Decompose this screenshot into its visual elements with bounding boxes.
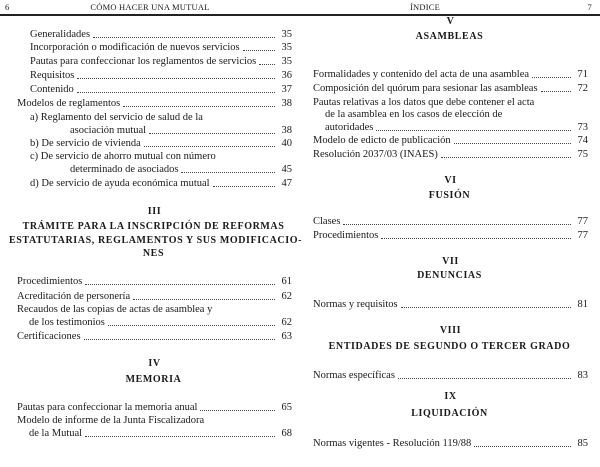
- dot-leader: [532, 77, 571, 78]
- index-entry[interactable]: [17, 331, 292, 343]
- dot-leader: [200, 410, 275, 411]
- page-number: 7: [587, 2, 592, 12]
- index-entry[interactable]: [313, 149, 588, 161]
- entry-title: Resolución 2037/03 (INAES): [313, 149, 438, 160]
- index-entry[interactable]: [313, 438, 588, 450]
- entry-page-number: 35: [281, 42, 292, 53]
- index-entry[interactable]: [29, 317, 292, 329]
- entry-title: Normas vigentes - Resolución 119/88: [313, 438, 472, 449]
- entry-title: Acreditación de personería: [17, 291, 131, 302]
- entry-page-number: 75: [577, 149, 588, 160]
- dot-leader: [243, 50, 275, 51]
- index-entry[interactable]: [17, 291, 292, 303]
- index-entry[interactable]: [325, 122, 588, 134]
- entry-title: Modelo de edicto de publicación: [313, 135, 451, 146]
- index-entry[interactable]: [30, 138, 292, 150]
- entry-title: d) De servicio de ayuda económica mutual: [30, 178, 210, 189]
- dot-leader: [181, 172, 275, 173]
- dot-leader: [77, 78, 275, 79]
- entry-title: Clases: [313, 216, 341, 227]
- dot-leader: [85, 436, 275, 437]
- entry-page-number: 77: [577, 216, 588, 227]
- entry-page-number: 71: [577, 69, 588, 80]
- entry-title: Certificaciones: [17, 331, 81, 342]
- section-title: DENUNCIAS: [417, 270, 482, 281]
- dot-leader: [541, 91, 571, 92]
- section-numeral: V: [446, 16, 455, 27]
- section-title: LIQUIDACIÓN: [411, 408, 488, 419]
- entry-title: Contenido: [30, 84, 74, 95]
- index-entry-line[interactable]: [17, 415, 292, 427]
- entry-page-number: 35: [281, 29, 292, 40]
- index-entry-line[interactable]: [17, 304, 292, 316]
- index-entry[interactable]: [29, 428, 292, 440]
- section-title: ASAMBLEAS: [415, 31, 484, 42]
- index-entry-line[interactable]: [30, 112, 292, 124]
- entry-title: de la asamblea en los casos de elección de: [325, 109, 503, 120]
- entry-title: de la Mutual: [29, 428, 83, 439]
- entry-page-number: 35: [281, 56, 292, 67]
- entry-title: determinado de asociados: [70, 164, 179, 175]
- entry-title: Normas y requisitos: [313, 299, 398, 310]
- dot-leader: [213, 186, 275, 187]
- entry-title: autoridades: [325, 122, 374, 133]
- dot-leader: [93, 37, 275, 38]
- entry-title: Modelos de reglamentos: [17, 98, 121, 109]
- index-entry[interactable]: [17, 98, 292, 110]
- dot-leader: [441, 157, 571, 158]
- dot-leader: [381, 238, 571, 239]
- entry-page-number: 45: [281, 164, 292, 175]
- entry-page-number: 72: [577, 83, 588, 94]
- entry-page-number: 38: [281, 125, 292, 136]
- right-page: [300, 0, 600, 467]
- entry-title: Pautas relativas a los datos que debe contener el acta: [313, 97, 535, 108]
- dot-leader: [77, 92, 275, 93]
- index-entry[interactable]: [313, 299, 588, 311]
- entry-page-number: 81: [577, 299, 588, 310]
- section-title: NES: [142, 248, 165, 259]
- entry-title: asociación mutual: [70, 125, 147, 136]
- index-entry[interactable]: [17, 276, 292, 288]
- entry-title: a) Reglamento del servicio de salud de la: [30, 112, 203, 123]
- entry-title: Composición del quórum para sesionar las asambleas: [313, 83, 538, 94]
- dot-leader: [376, 130, 571, 131]
- section-title: TRÁMITE PARA LA INSCRIPCIÓN DE REFORMAS: [22, 221, 285, 232]
- entry-page-number: 38: [281, 98, 292, 109]
- section-numeral: VII: [442, 256, 459, 267]
- entry-title: Generalidades: [30, 29, 91, 40]
- index-entry[interactable]: [30, 70, 292, 82]
- entry-page-number: 36: [281, 70, 292, 81]
- entry-title: Procedimientos: [17, 276, 83, 287]
- entry-title: c) De servicio de ahorro mutual con número: [30, 151, 216, 162]
- header-rule: [0, 14, 300, 16]
- section-title: ENTIDADES DE SEGUNDO O TERCER GRADO: [328, 341, 571, 352]
- index-entry[interactable]: [313, 370, 588, 382]
- entry-title: Recaudos de las copias de actas de asamblea y: [17, 304, 213, 315]
- dot-leader: [84, 339, 275, 340]
- dot-leader: [85, 284, 275, 285]
- entry-page-number: 85: [577, 438, 588, 449]
- index-entry[interactable]: [313, 230, 588, 242]
- entry-page-number: 74: [577, 135, 588, 146]
- entry-title: Incorporación o modificación de nuevos servicios: [30, 42, 240, 53]
- section-numeral: VI: [444, 175, 457, 186]
- entry-page-number: 40: [281, 138, 292, 149]
- index-entry[interactable]: [30, 56, 292, 68]
- index-entry[interactable]: [313, 83, 588, 95]
- dot-leader: [474, 446, 571, 447]
- dot-leader: [144, 146, 275, 147]
- entry-title: b) De servicio de vivienda: [30, 138, 141, 149]
- dot-leader: [454, 143, 571, 144]
- section-title: FUSIÓN: [428, 190, 471, 201]
- entry-page-number: 83: [577, 370, 588, 381]
- dot-leader: [343, 224, 571, 225]
- dot-leader: [123, 106, 275, 107]
- dot-leader: [133, 299, 275, 300]
- dot-leader: [401, 307, 571, 308]
- entry-title: Modelo de informe de la Junta Fiscalizadora: [17, 415, 205, 426]
- page-number: 6: [5, 2, 10, 12]
- entry-page-number: 47: [281, 178, 292, 189]
- entry-page-number: 62: [281, 291, 292, 302]
- entry-title: Formalidades y contenido del acta de una asamblea: [313, 69, 530, 80]
- index-entry[interactable]: [70, 164, 292, 176]
- section-title: MEMORIA: [125, 374, 182, 385]
- entry-title: de los testimonios: [29, 317, 105, 328]
- index-entry-line[interactable]: [30, 151, 292, 163]
- section-numeral: IX: [444, 391, 457, 402]
- section-numeral: VIII: [439, 325, 462, 336]
- entry-title: Normas específicas: [313, 370, 395, 381]
- running-head: ÍNDICE: [410, 2, 440, 12]
- index-entry-line[interactable]: [313, 97, 588, 109]
- index-entry[interactable]: [17, 402, 292, 414]
- index-entry[interactable]: [30, 84, 292, 96]
- entry-page-number: 73: [577, 122, 588, 133]
- entry-page-number: 63: [281, 331, 292, 342]
- dot-leader: [108, 325, 275, 326]
- entry-page-number: 61: [281, 276, 292, 287]
- dot-leader: [149, 133, 275, 134]
- entry-page-number: 77: [577, 230, 588, 241]
- index-entry-line[interactable]: [325, 109, 588, 121]
- index-entry[interactable]: [30, 29, 292, 41]
- entry-page-number: 65: [281, 402, 292, 413]
- entry-page-number: 68: [281, 428, 292, 439]
- entry-title: Requisitos: [30, 70, 75, 81]
- entry-title: Procedimientos: [313, 230, 379, 241]
- section-numeral: IV: [148, 358, 161, 369]
- entry-page-number: 37: [281, 84, 292, 95]
- section-numeral: III: [147, 206, 162, 217]
- running-head: CÓMO HACER UNA MUTUAL: [90, 2, 210, 12]
- dot-leader: [259, 64, 275, 65]
- dot-leader: [398, 378, 571, 379]
- entry-title: Pautas para confeccionar la memoria anual: [17, 402, 198, 413]
- entry-page-number: 62: [281, 317, 292, 328]
- index-entry[interactable]: [70, 125, 292, 137]
- section-title: ESTATUTARIAS, REGLAMENTOS Y SUS MODIFICACIO-: [9, 235, 303, 246]
- index-entry[interactable]: [30, 178, 292, 190]
- index-entry[interactable]: [313, 69, 588, 81]
- entry-title: Pautas para confeccionar los reglamentos de servicios: [30, 56, 257, 67]
- index-entry[interactable]: [30, 42, 292, 54]
- index-entry[interactable]: [313, 135, 588, 147]
- index-entry[interactable]: [313, 216, 588, 228]
